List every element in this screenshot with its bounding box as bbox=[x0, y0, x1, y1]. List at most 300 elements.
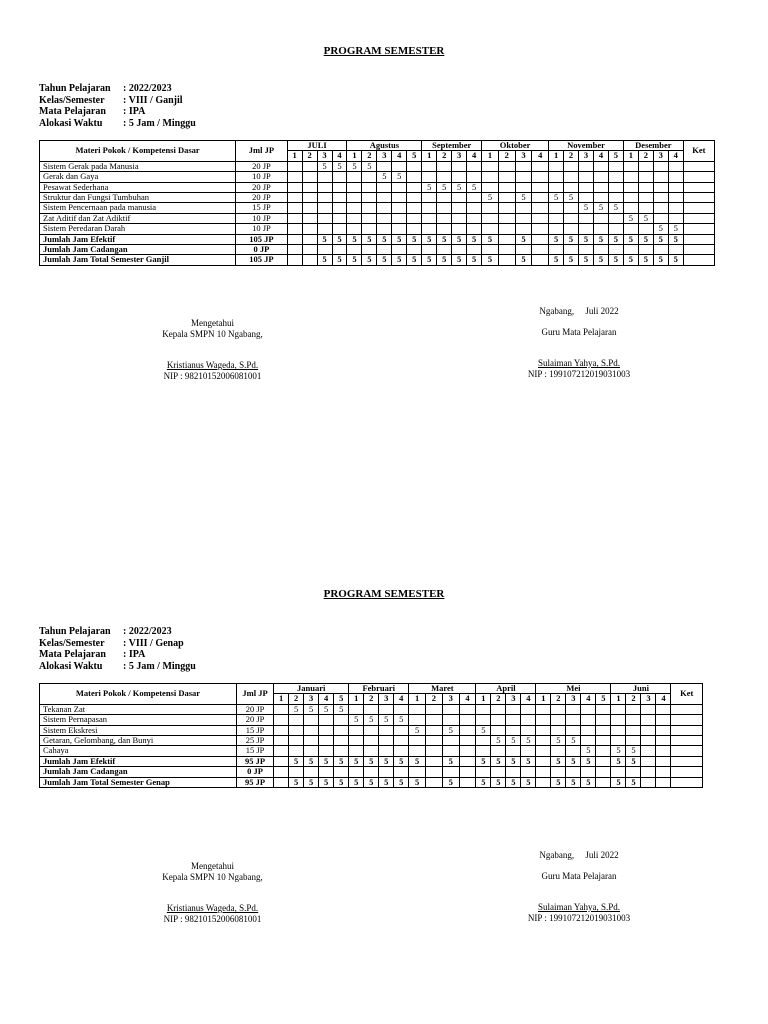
week-cell: 5 bbox=[515, 255, 532, 265]
week-cell bbox=[611, 715, 626, 725]
week-header: 1 bbox=[274, 694, 289, 704]
week-cell bbox=[364, 767, 379, 777]
week-cell bbox=[379, 736, 394, 746]
week-cell: 5 bbox=[593, 234, 608, 244]
week-cell bbox=[426, 746, 443, 756]
week-cell: 5 bbox=[467, 182, 482, 192]
week-cell: 5 bbox=[515, 193, 532, 203]
materi-cell: Cahaya bbox=[40, 746, 237, 756]
week-cell: 5 bbox=[653, 224, 668, 234]
sig-place-date: Ngabang, Juli 2022 bbox=[539, 306, 619, 316]
week-cell bbox=[304, 725, 319, 735]
week-cell bbox=[536, 704, 551, 714]
week-header: 1 bbox=[611, 694, 626, 704]
week-header: 2 bbox=[551, 694, 566, 704]
week-cell bbox=[349, 767, 364, 777]
week-header: 3 bbox=[653, 151, 668, 161]
header-ket: Ket bbox=[683, 141, 714, 162]
materi-cell: Sistem Ekskresi bbox=[40, 725, 237, 735]
week-cell: 5 bbox=[521, 777, 536, 787]
week-cell: 5 bbox=[593, 203, 608, 213]
header-materi: Materi Pokok / Kompetensi Dasar bbox=[40, 141, 236, 162]
week-cell: 5 bbox=[319, 777, 334, 787]
week-header: 1 bbox=[409, 694, 426, 704]
week-cell bbox=[274, 715, 289, 725]
week-cell bbox=[394, 725, 409, 735]
week-cell bbox=[566, 767, 581, 777]
week-cell bbox=[656, 725, 671, 735]
week-cell: 5 bbox=[566, 756, 581, 766]
header-ket: Ket bbox=[671, 684, 703, 705]
week-header: 4 bbox=[656, 694, 671, 704]
week-cell bbox=[334, 725, 349, 735]
week-cell: 5 bbox=[442, 756, 459, 766]
week-cell: 5 bbox=[452, 255, 467, 265]
week-cell: 5 bbox=[347, 234, 362, 244]
week-cell bbox=[491, 704, 506, 714]
week-cell: 5 bbox=[319, 756, 334, 766]
semester-info bbox=[39, 626, 196, 672]
jp-cell: 10 JP bbox=[236, 224, 287, 234]
week-cell: 5 bbox=[491, 736, 506, 746]
week-cell bbox=[626, 725, 641, 735]
week-header: 3 bbox=[579, 151, 594, 161]
week-cell bbox=[289, 725, 304, 735]
week-cell: 5 bbox=[564, 255, 579, 265]
week-cell: 5 bbox=[319, 704, 334, 714]
week-cell: 5 bbox=[638, 255, 653, 265]
week-header: 2 bbox=[437, 151, 452, 161]
week-cell bbox=[442, 736, 459, 746]
week-cell bbox=[656, 704, 671, 714]
week-cell bbox=[364, 736, 379, 746]
week-cell bbox=[364, 746, 379, 756]
week-header: 1 bbox=[482, 151, 499, 161]
week-cell bbox=[459, 777, 476, 787]
week-cell bbox=[334, 767, 349, 777]
ket-cell bbox=[671, 756, 703, 766]
week-cell: 5 bbox=[564, 193, 579, 203]
week-cell: 5 bbox=[364, 777, 379, 787]
week-header: 5 bbox=[407, 151, 422, 161]
week-cell bbox=[476, 767, 491, 777]
ket-cell bbox=[671, 715, 703, 725]
jp-cell: 105 JP bbox=[236, 255, 287, 265]
week-cell bbox=[506, 715, 521, 725]
week-cell bbox=[491, 715, 506, 725]
week-cell: 5 bbox=[437, 255, 452, 265]
week-cell: 5 bbox=[442, 725, 459, 735]
week-cell bbox=[274, 736, 289, 746]
week-cell: 5 bbox=[581, 746, 596, 756]
week-cell: 5 bbox=[551, 756, 566, 766]
week-cell bbox=[442, 715, 459, 725]
week-header: 3 bbox=[304, 694, 319, 704]
sig-principal-nip: NIP : 98210152006081001 bbox=[163, 371, 262, 381]
materi-cell: Sistem Peredaran Darah bbox=[40, 224, 236, 234]
week-cell bbox=[394, 746, 409, 756]
materi-cell: Zat Aditif dan Zat Adiktif bbox=[40, 213, 236, 223]
week-cell bbox=[521, 715, 536, 725]
week-cell: 5 bbox=[668, 234, 683, 244]
week-cell bbox=[626, 704, 641, 714]
week-cell bbox=[551, 704, 566, 714]
ket-cell bbox=[671, 746, 703, 756]
week-cell: 5 bbox=[626, 756, 641, 766]
info-value: : VIII / Genap bbox=[123, 637, 184, 649]
info-label: Tahun Pelajaran bbox=[39, 626, 111, 637]
week-cell bbox=[596, 736, 611, 746]
week-cell bbox=[491, 725, 506, 735]
week-cell: 5 bbox=[467, 255, 482, 265]
week-header: 2 bbox=[362, 151, 377, 161]
week-cell: 5 bbox=[566, 777, 581, 787]
week-cell bbox=[379, 746, 394, 756]
week-cell: 5 bbox=[407, 234, 422, 244]
header-month: Desember bbox=[623, 141, 683, 151]
week-header: 2 bbox=[626, 694, 641, 704]
week-header: 1 bbox=[287, 151, 302, 161]
jp-cell: 25 JP bbox=[236, 736, 273, 746]
week-header: 2 bbox=[638, 151, 653, 161]
week-cell bbox=[656, 756, 671, 766]
week-cell bbox=[596, 746, 611, 756]
week-cell bbox=[566, 725, 581, 735]
week-cell: 5 bbox=[579, 255, 594, 265]
jp-cell: 15 JP bbox=[236, 203, 287, 213]
header-month: April bbox=[476, 684, 536, 694]
week-cell bbox=[426, 725, 443, 735]
week-cell bbox=[596, 767, 611, 777]
week-cell: 5 bbox=[623, 255, 638, 265]
week-cell: 5 bbox=[623, 213, 638, 223]
week-cell bbox=[566, 715, 581, 725]
week-cell bbox=[319, 725, 334, 735]
week-cell: 5 bbox=[422, 234, 437, 244]
header-jml-jp: Jml JP bbox=[236, 684, 273, 705]
signature-principal bbox=[140, 861, 285, 925]
week-cell bbox=[289, 767, 304, 777]
jp-cell: 95 JP bbox=[236, 777, 273, 787]
week-cell: 5 bbox=[362, 255, 377, 265]
week-header: 2 bbox=[302, 151, 317, 161]
week-cell: 5 bbox=[409, 756, 426, 766]
week-cell: 5 bbox=[364, 715, 379, 725]
week-cell bbox=[349, 746, 364, 756]
week-header: 1 bbox=[422, 151, 437, 161]
week-header: 3 bbox=[515, 151, 532, 161]
week-cell bbox=[304, 715, 319, 725]
week-cell: 5 bbox=[437, 182, 452, 192]
week-cell bbox=[409, 715, 426, 725]
info-value: : 2022/2023 bbox=[123, 626, 172, 637]
header-jml-jp: Jml JP bbox=[236, 141, 287, 162]
materi-cell: Tekanan Zat bbox=[40, 704, 237, 714]
sig-teacher-nip: NIP : 199107212019031003 bbox=[527, 369, 631, 379]
jp-cell: 20 JP bbox=[236, 193, 287, 203]
week-cell: 5 bbox=[304, 704, 319, 714]
week-cell bbox=[442, 746, 459, 756]
week-header: 4 bbox=[593, 151, 608, 161]
week-cell bbox=[626, 736, 641, 746]
week-header: 2 bbox=[426, 694, 443, 704]
info-row bbox=[39, 649, 196, 661]
week-cell: 5 bbox=[564, 234, 579, 244]
week-header: 2 bbox=[564, 151, 579, 161]
week-cell bbox=[349, 704, 364, 714]
week-cell bbox=[626, 715, 641, 725]
week-cell bbox=[641, 756, 656, 766]
sig-teacher-role: Guru Mata Pelajaran bbox=[541, 327, 617, 337]
week-header: 4 bbox=[332, 151, 347, 161]
week-header: 3 bbox=[641, 694, 656, 704]
header-month: September bbox=[422, 141, 482, 151]
week-cell: 5 bbox=[317, 255, 332, 265]
week-cell bbox=[521, 704, 536, 714]
sig-place-date: Ngabang, Juli 2022 bbox=[539, 850, 619, 860]
sig-principal-role: Kepala SMPN 10 Ngabang, bbox=[162, 329, 263, 339]
week-cell bbox=[551, 725, 566, 735]
sig-principal-name: Kristianus Wageda, S.Pd. bbox=[166, 903, 259, 913]
week-cell: 5 bbox=[289, 704, 304, 714]
week-cell bbox=[536, 756, 551, 766]
header-month: Februari bbox=[349, 684, 409, 694]
week-cell bbox=[394, 736, 409, 746]
week-cell: 5 bbox=[668, 224, 683, 234]
week-cell: 5 bbox=[668, 255, 683, 265]
week-cell bbox=[379, 767, 394, 777]
materi-cell: Jumlah Jam Total Semester Genap bbox=[40, 777, 237, 787]
info-label: Mata Pelajaran bbox=[39, 106, 106, 118]
week-cell bbox=[566, 746, 581, 756]
jp-cell: 20 JP bbox=[236, 182, 287, 192]
week-cell bbox=[536, 736, 551, 746]
week-header: 4 bbox=[319, 694, 334, 704]
week-cell: 5 bbox=[579, 234, 594, 244]
week-header: 3 bbox=[379, 694, 394, 704]
week-header: 3 bbox=[377, 151, 392, 161]
info-label: Kelas/Semester bbox=[39, 94, 105, 106]
week-cell: 5 bbox=[334, 704, 349, 714]
week-cell bbox=[349, 725, 364, 735]
week-header: 1 bbox=[549, 151, 564, 161]
week-cell: 5 bbox=[452, 234, 467, 244]
week-cell bbox=[274, 777, 289, 787]
week-cell bbox=[581, 736, 596, 746]
week-cell: 5 bbox=[317, 161, 332, 171]
week-cell: 5 bbox=[392, 172, 407, 182]
jp-cell: 0 JP bbox=[236, 767, 273, 777]
week-header: 5 bbox=[596, 694, 611, 704]
table-row bbox=[40, 767, 703, 777]
header-month: Maret bbox=[409, 684, 476, 694]
week-cell bbox=[274, 746, 289, 756]
week-header: 2 bbox=[289, 694, 304, 704]
week-cell bbox=[304, 746, 319, 756]
week-cell bbox=[641, 767, 656, 777]
week-cell: 5 bbox=[608, 234, 623, 244]
week-cell bbox=[459, 725, 476, 735]
week-cell bbox=[459, 756, 476, 766]
week-cell bbox=[274, 725, 289, 735]
header-month: November bbox=[549, 141, 624, 151]
week-cell bbox=[476, 746, 491, 756]
week-cell: 5 bbox=[593, 255, 608, 265]
ket-cell bbox=[671, 767, 703, 777]
week-cell bbox=[551, 715, 566, 725]
week-cell: 5 bbox=[476, 725, 491, 735]
week-header: 5 bbox=[334, 694, 349, 704]
week-cell: 5 bbox=[521, 756, 536, 766]
week-cell: 5 bbox=[653, 234, 668, 244]
week-header: 4 bbox=[394, 694, 409, 704]
materi-cell: Jumlah Jam Cadangan bbox=[40, 767, 237, 777]
week-header: 2 bbox=[491, 694, 506, 704]
header-month: Oktober bbox=[482, 141, 549, 151]
week-cell: 5 bbox=[392, 255, 407, 265]
week-cell bbox=[536, 767, 551, 777]
week-cell: 5 bbox=[437, 234, 452, 244]
week-cell: 5 bbox=[611, 777, 626, 787]
week-cell: 5 bbox=[549, 255, 564, 265]
table-row bbox=[40, 746, 703, 756]
week-cell: 5 bbox=[506, 756, 521, 766]
week-cell bbox=[581, 725, 596, 735]
week-cell bbox=[596, 704, 611, 714]
jp-cell: 95 JP bbox=[236, 756, 273, 766]
week-header: 1 bbox=[536, 694, 551, 704]
week-cell bbox=[426, 777, 443, 787]
page-title: PROGRAM SEMESTER bbox=[323, 45, 445, 57]
week-cell bbox=[319, 767, 334, 777]
week-cell: 5 bbox=[482, 193, 499, 203]
week-cell bbox=[626, 767, 641, 777]
week-header: 4 bbox=[532, 151, 549, 161]
sig-teacher-role: Guru Mata Pelajaran bbox=[541, 871, 617, 881]
week-cell: 5 bbox=[304, 777, 319, 787]
week-cell bbox=[506, 746, 521, 756]
week-cell: 5 bbox=[349, 715, 364, 725]
week-cell: 5 bbox=[394, 777, 409, 787]
week-cell bbox=[641, 736, 656, 746]
week-cell: 5 bbox=[626, 777, 641, 787]
week-cell: 5 bbox=[579, 203, 594, 213]
info-value: : IPA bbox=[123, 106, 146, 118]
week-cell bbox=[536, 715, 551, 725]
header-month: Juni bbox=[611, 684, 671, 694]
materi-cell: Gerak dan Gaya bbox=[40, 172, 236, 182]
jp-cell: 15 JP bbox=[236, 725, 273, 735]
week-cell bbox=[491, 767, 506, 777]
week-cell: 5 bbox=[349, 756, 364, 766]
week-cell bbox=[409, 736, 426, 746]
week-cell: 5 bbox=[608, 203, 623, 213]
week-cell bbox=[442, 767, 459, 777]
materi-cell: Getaran, Gelombang, dan Bunyi bbox=[40, 736, 237, 746]
week-cell bbox=[289, 746, 304, 756]
week-header: 1 bbox=[349, 694, 364, 704]
materi-cell: Pesawat Sederhana bbox=[40, 182, 236, 192]
week-cell bbox=[334, 736, 349, 746]
week-cell bbox=[656, 746, 671, 756]
week-cell: 5 bbox=[362, 161, 377, 171]
week-cell: 5 bbox=[289, 777, 304, 787]
week-cell: 5 bbox=[549, 193, 564, 203]
week-header: 4 bbox=[668, 151, 683, 161]
week-cell bbox=[641, 715, 656, 725]
week-cell bbox=[409, 704, 426, 714]
week-cell bbox=[409, 767, 426, 777]
week-cell: 5 bbox=[379, 756, 394, 766]
week-header: 4 bbox=[459, 694, 476, 704]
materi-cell: Jumlah Jam Efektif bbox=[40, 234, 236, 244]
jp-cell: 10 JP bbox=[236, 213, 287, 223]
week-cell: 5 bbox=[379, 715, 394, 725]
week-cell bbox=[364, 704, 379, 714]
info-value: : 5 Jam / Minggu bbox=[123, 117, 196, 129]
week-cell: 5 bbox=[392, 234, 407, 244]
week-cell bbox=[304, 767, 319, 777]
week-cell bbox=[394, 704, 409, 714]
week-cell: 5 bbox=[377, 234, 392, 244]
jp-cell: 0 JP bbox=[236, 245, 287, 255]
week-cell: 5 bbox=[377, 172, 392, 182]
info-label: Alokasi Waktu bbox=[39, 117, 103, 129]
week-cell bbox=[394, 767, 409, 777]
week-cell: 5 bbox=[626, 746, 641, 756]
week-cell: 5 bbox=[581, 777, 596, 787]
week-cell: 5 bbox=[638, 213, 653, 223]
info-row bbox=[39, 638, 196, 650]
week-cell bbox=[459, 704, 476, 714]
week-cell bbox=[319, 746, 334, 756]
materi-cell: Sistem Pernapasan bbox=[40, 715, 237, 725]
week-cell bbox=[521, 767, 536, 777]
table-row bbox=[40, 756, 703, 766]
jp-cell: 105 JP bbox=[236, 234, 287, 244]
week-cell bbox=[409, 746, 426, 756]
week-cell: 5 bbox=[409, 777, 426, 787]
week-cell bbox=[426, 767, 443, 777]
week-header: 3 bbox=[442, 694, 459, 704]
week-header: 3 bbox=[566, 694, 581, 704]
week-cell: 5 bbox=[394, 756, 409, 766]
week-cell bbox=[476, 704, 491, 714]
week-cell bbox=[379, 704, 394, 714]
week-cell: 5 bbox=[289, 756, 304, 766]
table-row bbox=[40, 777, 703, 787]
week-cell bbox=[551, 767, 566, 777]
info-label: Tahun Pelajaran bbox=[39, 83, 111, 94]
week-cell bbox=[506, 704, 521, 714]
week-cell: 5 bbox=[581, 756, 596, 766]
week-cell bbox=[459, 715, 476, 725]
week-cell: 5 bbox=[334, 777, 349, 787]
week-cell: 5 bbox=[611, 756, 626, 766]
week-cell bbox=[641, 725, 656, 735]
info-label: Kelas/Semester bbox=[39, 637, 105, 649]
week-header: 3 bbox=[506, 694, 521, 704]
header-month: Mei bbox=[536, 684, 611, 694]
table-row bbox=[40, 715, 703, 725]
week-cell: 5 bbox=[653, 255, 668, 265]
week-header: 1 bbox=[476, 694, 491, 704]
week-cell bbox=[476, 715, 491, 725]
week-cell: 5 bbox=[515, 234, 532, 244]
jp-cell: 20 JP bbox=[236, 715, 273, 725]
header-materi: Materi Pokok / Kompetensi Dasar bbox=[40, 684, 237, 705]
week-cell bbox=[289, 715, 304, 725]
